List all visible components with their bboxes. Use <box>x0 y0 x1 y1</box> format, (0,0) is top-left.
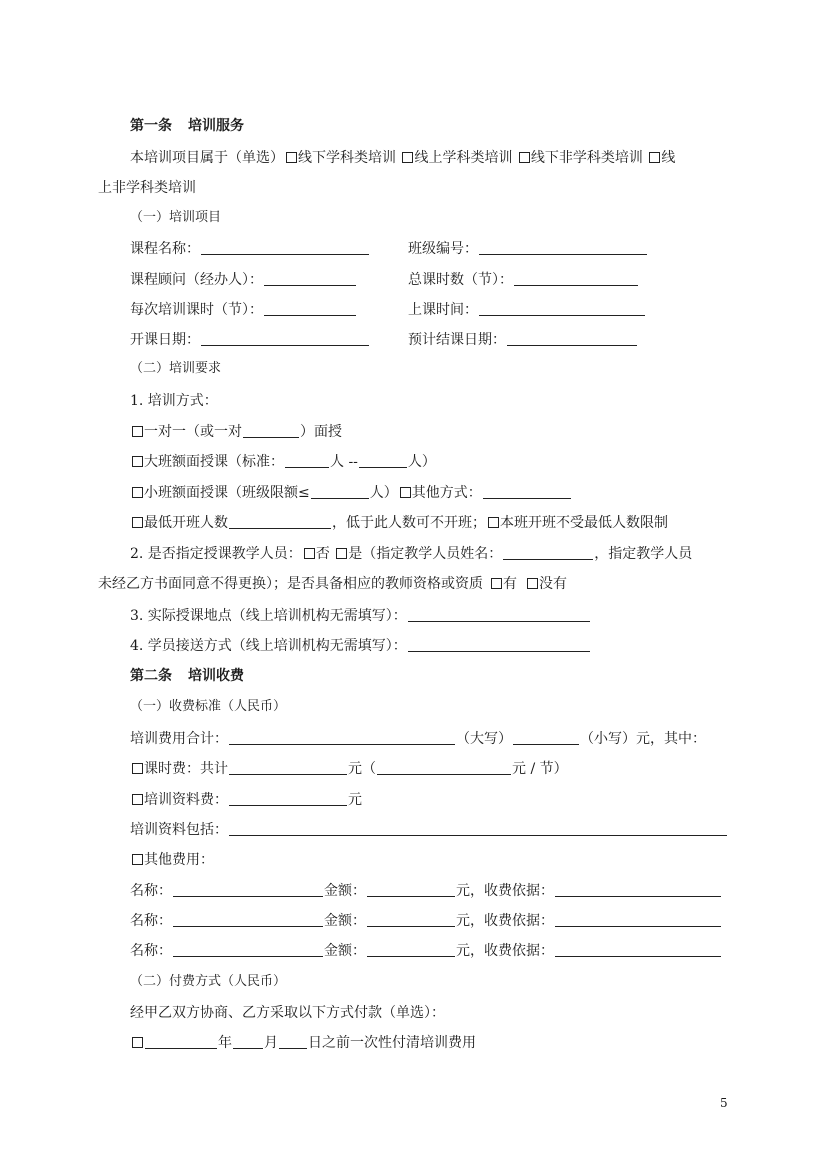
pay-day-blank[interactable] <box>279 1033 307 1049</box>
lesson-fee-per-blank[interactable] <box>377 759 511 775</box>
min-enrollment-blank[interactable] <box>229 513 331 529</box>
advisor-field: 课程顾问（经办人）： <box>130 270 357 290</box>
section-training-project: （一）培训项目 <box>130 210 222 225</box>
article-1-heading <box>130 116 244 136</box>
end-date-field: 预计结课日期： <box>408 330 638 350</box>
article-1-number: 第一条 <box>130 118 172 134</box>
page-number: 5 <box>720 1096 728 1110</box>
class-no-blank[interactable] <box>479 239 647 255</box>
big-class-min-blank[interactable] <box>285 452 329 468</box>
shuttle-line: 4. 学员接送方式（线上培训机构无需填写）： <box>130 636 591 656</box>
project-type-line-cont: 上非学科类培训 <box>98 180 196 196</box>
article-2-number: 第二条 <box>130 668 172 684</box>
fee-name-blank[interactable] <box>173 941 323 957</box>
shuttle-blank[interactable] <box>408 636 590 652</box>
checkbox-teacher-no[interactable] <box>304 548 315 559</box>
checkbox-material-fee[interactable] <box>132 794 143 805</box>
checkbox-min-enrollment[interactable] <box>132 517 143 528</box>
fee-name-blank[interactable] <box>173 881 323 897</box>
course-name-field: 课程名称： <box>130 239 370 259</box>
total-fee-upper-blank[interactable] <box>229 729 455 745</box>
other-fee-row: 名称： 金额： 元，收费依据： <box>130 941 722 961</box>
checkbox-offline-nonacademic[interactable] <box>519 152 530 163</box>
fee-amount-blank[interactable] <box>367 941 455 957</box>
small-class-limit-blank[interactable] <box>311 483 369 499</box>
other-method-blank[interactable] <box>483 483 571 499</box>
big-class-max-blank[interactable] <box>359 452 407 468</box>
checkbox-one-on-one[interactable] <box>132 426 143 437</box>
fee-basis-blank[interactable] <box>555 911 721 927</box>
fee-basis-blank[interactable] <box>555 881 721 897</box>
other-fees-line: 其他费用： <box>130 850 214 870</box>
article-2-title: 培训收费 <box>188 668 244 684</box>
material-fee-blank[interactable] <box>229 790 347 806</box>
material-includes-blank[interactable] <box>229 820 727 836</box>
fee-basis-blank[interactable] <box>555 941 721 957</box>
checkbox-qualification-no[interactable] <box>527 578 538 589</box>
per-session-field: 每次培训课时（节）： <box>130 300 357 320</box>
article-2-heading <box>130 666 244 686</box>
checkbox-online-nonacademic[interactable] <box>649 152 660 163</box>
big-class-line: 大班额面授课（标准： 人 -- 人） <box>130 452 436 472</box>
checkbox-offline-academic[interactable] <box>286 152 297 163</box>
lesson-fee-line: 课时费：共计 元（ 元 / 节） <box>130 759 568 779</box>
advisor-blank[interactable] <box>264 270 356 286</box>
payment-intro: 经甲乙双方协商、乙方采取以下方式付款（单选）： <box>130 1005 445 1021</box>
material-fee-line: 培训资料费： 元 <box>130 790 362 810</box>
small-class-line: 小班额面授课（班级限额≤ 人） 其他方式： <box>130 483 572 503</box>
other-fee-row: 名称： 金额： 元，收费依据： <box>130 911 722 931</box>
checkbox-big-class[interactable] <box>132 456 143 467</box>
total-fee-lower-blank[interactable] <box>513 729 579 745</box>
fee-amount-blank[interactable] <box>367 881 455 897</box>
total-hours-blank[interactable] <box>514 270 638 286</box>
teacher-designation-line: 2. 是否指定授课教学人员： 否 是（指定教学人员姓名： ，指定教学人员 <box>130 546 693 562</box>
total-fee-line: 培训费用合计： （大写） （小写）元，其中： <box>130 731 706 747</box>
pay-year-blank[interactable] <box>145 1033 217 1049</box>
checkbox-qualification-yes[interactable] <box>491 578 502 589</box>
start-date-field: 开课日期： <box>130 330 370 350</box>
one-on-n-blank[interactable] <box>243 422 299 438</box>
class-no-field: 班级编号： <box>408 239 648 259</box>
checkbox-online-academic[interactable] <box>402 152 413 163</box>
fee-amount-blank[interactable] <box>367 911 455 927</box>
project-type-line: 本培训项目属于（单选） 线下学科类培训 线上学科类培训 线下非学科类培训 线 <box>130 150 676 166</box>
location-blank[interactable] <box>408 606 590 622</box>
one-on-one-line: 一对一（或一对 ）面授 <box>130 422 342 442</box>
article-1-title: 培训服务 <box>188 118 244 134</box>
end-date-blank[interactable] <box>507 330 637 346</box>
checkbox-teacher-yes[interactable] <box>336 548 347 559</box>
teacher-designation-line-cont: 未经乙方书面同意不得更换）；是否具备相应的教师资格或资质 有 没有 <box>98 576 567 592</box>
checkbox-small-class[interactable] <box>132 487 143 498</box>
teacher-name-blank[interactable] <box>503 544 593 560</box>
checkbox-no-min-limit[interactable] <box>488 517 499 528</box>
per-session-blank[interactable] <box>264 300 356 316</box>
min-enrollment-line: 最低开班人数 ，低于此人数可不开班； 本班开班不受最低人数限制 <box>130 513 668 533</box>
start-date-blank[interactable] <box>201 330 369 346</box>
checkbox-lump-sum[interactable] <box>132 1037 143 1048</box>
total-hours-field: 总课时数（节）： <box>408 270 639 290</box>
location-line: 3. 实际授课地点（线上培训机构无需填写）： <box>130 606 591 626</box>
lump-sum-line: 年 月 日之前一次性付清培训费用 <box>130 1033 476 1053</box>
section-payment-method: （二）付费方式（人民币） <box>130 974 287 989</box>
checkbox-other-method[interactable] <box>400 487 411 498</box>
fee-name-blank[interactable] <box>173 911 323 927</box>
other-fee-row: 名称： 金额： 元，收费依据： <box>130 881 722 901</box>
checkbox-other-fees[interactable] <box>132 854 143 865</box>
class-time-blank[interactable] <box>479 300 645 316</box>
section-training-requirements: （二）培训要求 <box>130 361 222 376</box>
pay-month-blank[interactable] <box>233 1033 263 1049</box>
section-fee-standard: （一）收费标准（人民币） <box>130 699 287 714</box>
checkbox-lesson-fee[interactable] <box>132 763 143 774</box>
class-time-field: 上课时间： <box>408 300 646 320</box>
lesson-fee-total-blank[interactable] <box>229 759 347 775</box>
material-includes-line: 培训资料包括： <box>130 820 728 840</box>
course-name-blank[interactable] <box>201 239 369 255</box>
training-method-label: 1. 培训方式： <box>130 393 218 409</box>
